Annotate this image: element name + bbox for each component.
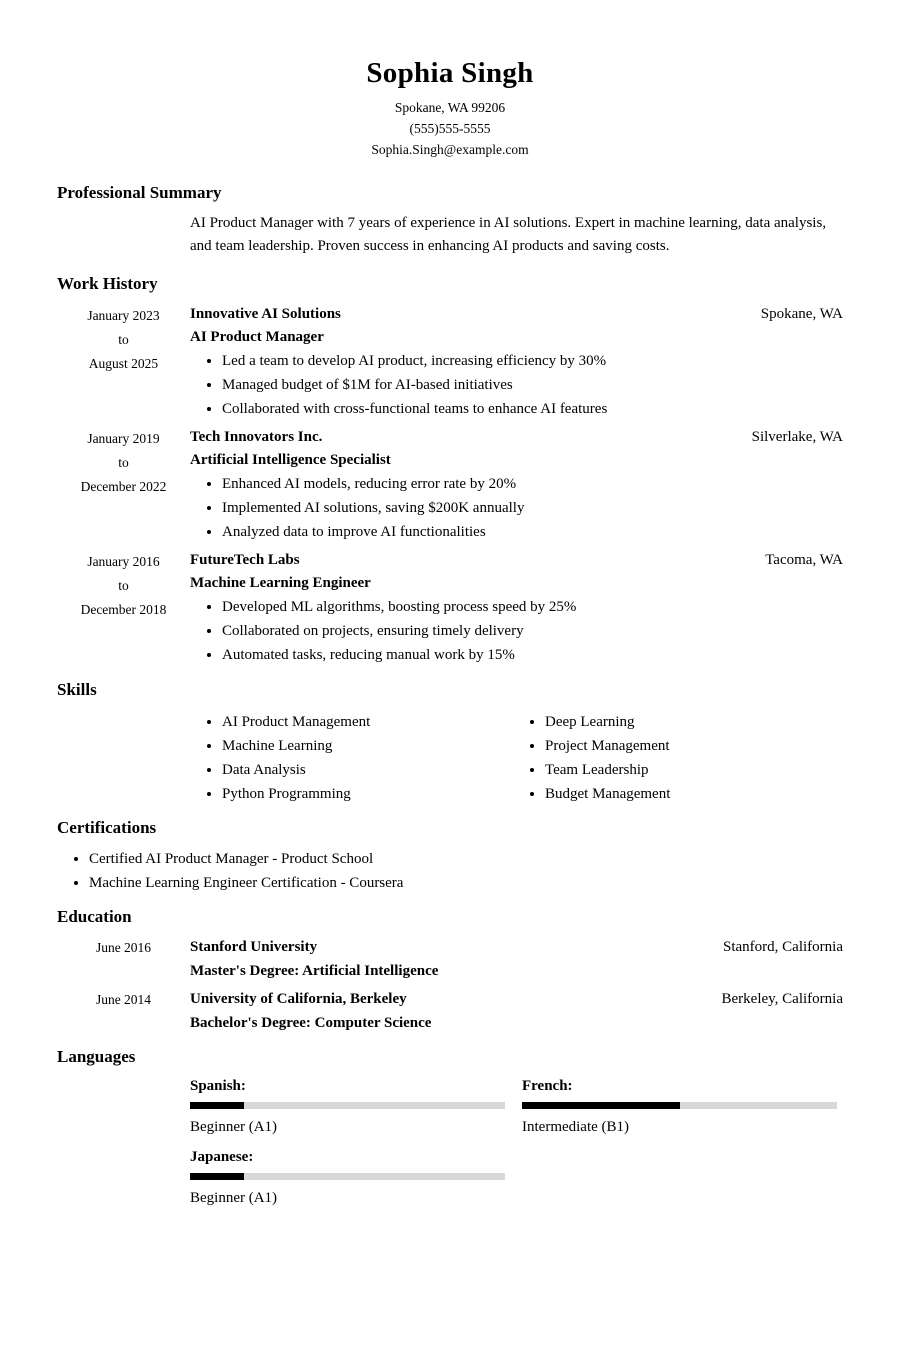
education-entry-header	[190, 987, 843, 1011]
job-bullet: • Implemented AI solutions, saving $200K annually	[222, 496, 843, 520]
resume-header	[57, 56, 843, 160]
language-name: Japanese:	[190, 1149, 254, 1165]
education-entry-header	[190, 935, 843, 959]
work-entry-header	[190, 426, 843, 449]
school-name: University of California, Berkeley	[190, 991, 407, 1007]
education-entry	[57, 935, 843, 983]
contact-phone: (555)555-5555	[409, 121, 491, 136]
skills-column-1	[190, 710, 513, 806]
school-name: Stanford University	[190, 939, 318, 955]
work-entry-header	[190, 303, 843, 326]
work-entry-body	[190, 426, 843, 544]
contact-location: Spokane, WA 99206	[394, 100, 506, 115]
language-item	[522, 1076, 837, 1137]
summary-text: AI Product Manager with 7 years of experience in AI solutions. Expert in machine learning, data analysis, and team leadership. Proven success in enhancing AI products and saving costs.	[190, 215, 827, 254]
date-separator: to	[118, 578, 129, 593]
job-bullet: • Enhanced AI models, reducing error rate by 20%	[222, 472, 843, 496]
language-name: Spanish:	[190, 1078, 246, 1094]
work-entry-dates	[57, 303, 190, 421]
job-bullet: • Analyzed data to improve AI functionalities	[222, 520, 843, 544]
date-start: January 2023	[87, 308, 160, 323]
job-bullet: • Managed budget of $1M for AI-based initiatives	[222, 373, 843, 397]
contact-block	[57, 97, 843, 160]
skill-item: • Budget Management	[545, 782, 843, 806]
language-progress-fill	[190, 1173, 244, 1180]
job-title: Artificial Intelligence Specialist	[190, 452, 391, 468]
contact-email: Sophia.Singh@example.com	[371, 142, 529, 157]
work-entry	[57, 549, 843, 667]
skill-item: • Team Leadership	[545, 758, 843, 782]
education-date: June 2014	[95, 992, 152, 1007]
language-level: Beginner (A1)	[190, 1190, 278, 1206]
degree: Bachelor's Degree: Computer Science	[190, 1015, 432, 1031]
language-progress-track	[190, 1173, 505, 1180]
skill-item: • AI Product Management	[222, 710, 513, 734]
language-item	[190, 1076, 505, 1137]
section-heading-work-history: Work History	[57, 274, 158, 293]
job-bullet: • Automated tasks, reducing manual work by 15%	[222, 643, 843, 667]
candidate-name: Sophia Singh	[366, 57, 534, 89]
work-entry	[57, 303, 843, 421]
language-progress-fill	[522, 1102, 680, 1109]
work-entry-header	[190, 549, 843, 572]
job-bullet-list	[190, 349, 843, 421]
degree: Master's Degree: Artificial Intelligence	[190, 963, 439, 979]
skill-item: • Machine Learning	[222, 734, 513, 758]
education-entry-body	[190, 935, 843, 983]
language-name: French:	[522, 1078, 573, 1094]
job-bullet: • Developed ML algorithms, boosting process speed by 25%	[222, 595, 843, 619]
school-location: Stanford, California	[723, 939, 843, 955]
section-heading-skills: Skills	[57, 680, 97, 699]
certification-item: • Machine Learning Engineer Certification - Coursera	[89, 871, 843, 895]
company-name: Tech Innovators Inc.	[190, 429, 323, 445]
education-entry	[57, 987, 843, 1035]
skill-item: • Data Analysis	[222, 758, 513, 782]
company-location: Silverlake, WA	[751, 429, 843, 445]
language-item	[190, 1147, 505, 1208]
date-end: August 2025	[88, 356, 159, 371]
work-entry-dates	[57, 549, 190, 667]
skill-item: • Project Management	[545, 734, 843, 758]
section-heading-summary: Professional Summary	[57, 183, 222, 202]
section-heading-certifications: Certifications	[57, 818, 157, 837]
job-title: AI Product Manager	[190, 329, 324, 345]
education-entry-body	[190, 987, 843, 1035]
company-name: FutureTech Labs	[190, 552, 300, 568]
school-location: Berkeley, California	[721, 991, 843, 1007]
job-title: Machine Learning Engineer	[190, 575, 371, 591]
language-level: Beginner (A1)	[190, 1119, 278, 1135]
date-end: December 2022	[80, 479, 167, 494]
date-start: January 2019	[87, 431, 160, 446]
education-date: June 2016	[95, 940, 152, 955]
certification-item: • Certified AI Product Manager - Product School	[89, 847, 843, 871]
language-level: Intermediate (B1)	[522, 1119, 630, 1135]
date-separator: to	[118, 455, 129, 470]
company-location: Spokane, WA	[760, 306, 843, 322]
skill-item: • Python Programming	[222, 782, 513, 806]
date-separator: to	[118, 332, 129, 347]
language-progress-track	[190, 1102, 505, 1109]
job-bullet-list	[190, 472, 843, 544]
work-entry-body	[190, 549, 843, 667]
skills-column-2	[513, 710, 843, 806]
section-heading-languages: Languages	[57, 1047, 136, 1066]
certification-list	[57, 847, 843, 895]
date-start: January 2016	[87, 554, 160, 569]
language-progress-fill	[190, 1102, 244, 1109]
work-entry	[57, 426, 843, 544]
work-entry-body	[190, 303, 843, 421]
skills-grid	[190, 710, 843, 806]
date-end: December 2018	[80, 602, 167, 617]
job-bullet: • Led a team to develop AI product, increasing efficiency by 30%	[222, 349, 843, 373]
job-bullet: • Collaborated on projects, ensuring timely delivery	[222, 619, 843, 643]
skill-item: • Deep Learning	[545, 710, 843, 734]
company-name: Innovative AI Solutions	[190, 306, 341, 322]
job-bullet: • Collaborated with cross-functional teams to enhance AI features	[222, 397, 843, 421]
job-bullet-list	[190, 595, 843, 667]
language-progress-track	[522, 1102, 837, 1109]
languages-grid	[190, 1076, 843, 1208]
work-entry-dates	[57, 426, 190, 544]
section-heading-education: Education	[57, 907, 132, 926]
company-location: Tacoma, WA	[765, 552, 843, 568]
